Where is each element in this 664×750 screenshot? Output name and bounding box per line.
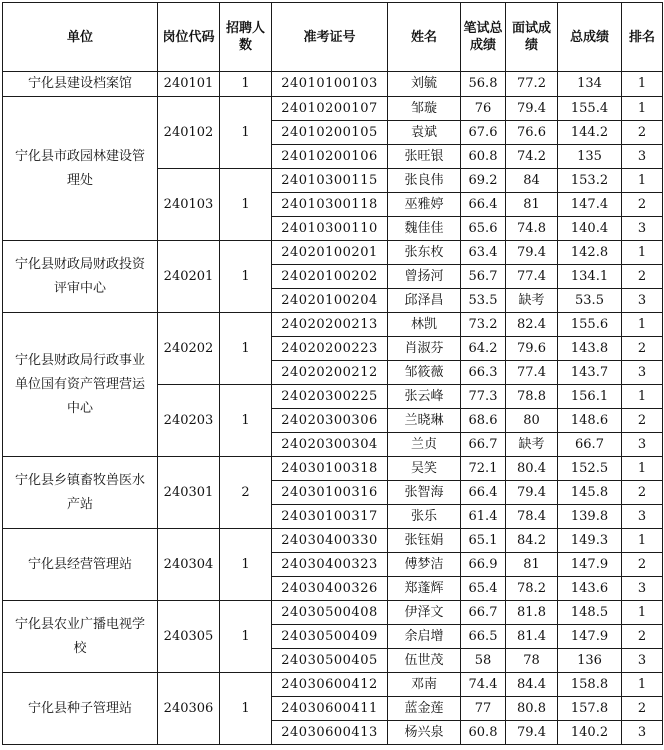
total-score: 156.1 — [558, 385, 622, 409]
written-score: 65.1 — [461, 529, 506, 553]
table-row — [3, 97, 663, 121]
header-interview-score: 面试成绩 — [506, 3, 558, 72]
written-score: 64.2 — [461, 337, 506, 361]
rank: 2 — [622, 697, 663, 721]
interview-score: 77.2 — [506, 72, 558, 97]
written-score: 67.6 — [461, 121, 506, 145]
exam-id: 24020300304 — [272, 433, 388, 457]
interview-score: 78.2 — [506, 577, 558, 601]
interview-score: 79.4 — [506, 97, 558, 121]
exam-id: 24030600411 — [272, 697, 388, 721]
exam-id: 24030500408 — [272, 601, 388, 625]
written-score: 66.4 — [461, 193, 506, 217]
exam-id: 24030500405 — [272, 649, 388, 673]
post-code: 240301 — [158, 457, 220, 529]
interview-score: 79.6 — [506, 337, 558, 361]
candidate-name: 余启增 — [388, 625, 461, 649]
written-score: 76 — [461, 97, 506, 121]
exam-id: 24030600412 — [272, 673, 388, 697]
rank: 1 — [622, 529, 663, 553]
written-score: 66.3 — [461, 361, 506, 385]
rank: 1 — [622, 97, 663, 121]
total-score: 147.4 — [558, 193, 622, 217]
exam-id: 24030100317 — [272, 505, 388, 529]
exam-id: 24020100202 — [272, 265, 388, 289]
header-unit: 单位 — [3, 3, 158, 72]
recruit-count: 1 — [220, 72, 272, 97]
rank: 2 — [622, 193, 663, 217]
interview-score: 77.4 — [506, 265, 558, 289]
written-score: 58 — [461, 649, 506, 673]
written-score: 74.4 — [461, 673, 506, 697]
rank: 3 — [622, 721, 663, 745]
interview-score: 74.2 — [506, 145, 558, 169]
header-recruit-count: 招聘人数 — [220, 3, 272, 72]
written-score: 65.4 — [461, 577, 506, 601]
exam-id: 24010100103 — [272, 72, 388, 97]
table-row — [3, 241, 663, 265]
exam-id: 24020200223 — [272, 337, 388, 361]
interview-score: 78.4 — [506, 505, 558, 529]
written-score: 72.1 — [461, 457, 506, 481]
interview-score: 缺考 — [506, 433, 558, 457]
header-exam-id: 准考证号 — [272, 3, 388, 72]
candidate-name: 兰贞 — [388, 433, 461, 457]
written-score: 66.7 — [461, 433, 506, 457]
exam-id: 24030400330 — [272, 529, 388, 553]
exam-id: 24020100201 — [272, 241, 388, 265]
total-score: 66.7 — [558, 433, 622, 457]
written-score: 66.4 — [461, 481, 506, 505]
candidate-name: 张钰娟 — [388, 529, 461, 553]
candidate-name: 肖淑芬 — [388, 337, 461, 361]
total-score: 157.8 — [558, 697, 622, 721]
exam-id: 24010300110 — [272, 217, 388, 241]
rank: 3 — [622, 217, 663, 241]
rank: 1 — [622, 241, 663, 265]
candidate-name: 伊泽文 — [388, 601, 461, 625]
table-row — [3, 673, 663, 697]
total-score: 152.5 — [558, 457, 622, 481]
exam-id: 24030100318 — [272, 457, 388, 481]
total-score: 145.8 — [558, 481, 622, 505]
rank: 2 — [622, 337, 663, 361]
candidate-name: 林凯 — [388, 313, 461, 337]
unit-name: 宁化县乡镇畜牧兽医水产站 — [3, 457, 158, 529]
recruit-count: 1 — [220, 385, 272, 457]
recruit-count: 1 — [220, 241, 272, 313]
written-score: 68.6 — [461, 409, 506, 433]
candidate-name: 张智海 — [388, 481, 461, 505]
rank: 2 — [622, 553, 663, 577]
written-score: 73.2 — [461, 313, 506, 337]
post-code: 240201 — [158, 241, 220, 313]
interview-score: 84.2 — [506, 529, 558, 553]
exam-id: 24030400323 — [272, 553, 388, 577]
unit-name: 宁化县种子管理站 — [3, 673, 158, 745]
written-score: 61.4 — [461, 505, 506, 529]
post-code: 240306 — [158, 673, 220, 745]
total-score: 53.5 — [558, 289, 622, 313]
candidate-name: 张良伟 — [388, 169, 461, 193]
written-score: 53.5 — [461, 289, 506, 313]
written-score: 56.8 — [461, 72, 506, 97]
exam-id: 24020300225 — [272, 385, 388, 409]
candidate-name: 杨兴泉 — [388, 721, 461, 745]
exam-id: 24010200106 — [272, 145, 388, 169]
rank: 3 — [622, 361, 663, 385]
total-score: 155.4 — [558, 97, 622, 121]
total-score: 136 — [558, 649, 622, 673]
total-score: 140.2 — [558, 721, 622, 745]
candidate-name: 曾扬河 — [388, 265, 461, 289]
recruit-count: 1 — [220, 673, 272, 745]
recruit-count: 1 — [220, 169, 272, 241]
total-score: 139.8 — [558, 505, 622, 529]
post-code: 240203 — [158, 385, 220, 457]
exam-id: 24030100316 — [272, 481, 388, 505]
interview-score: 84.4 — [506, 673, 558, 697]
recruit-count: 1 — [220, 601, 272, 673]
table-row — [3, 529, 663, 553]
header-total-score: 总成绩 — [558, 3, 622, 72]
interview-score: 78.8 — [506, 385, 558, 409]
post-code: 240103 — [158, 169, 220, 241]
total-score: 153.2 — [558, 169, 622, 193]
total-score: 147.9 — [558, 553, 622, 577]
unit-name: 宁化县经营管理站 — [3, 529, 158, 601]
rank: 3 — [622, 505, 663, 529]
unit-name: 宁化县市政园林建设管理处 — [3, 97, 158, 241]
interview-score: 79.4 — [506, 241, 558, 265]
candidate-name: 邹筱薇 — [388, 361, 461, 385]
total-score: 135 — [558, 145, 622, 169]
interview-score: 80.4 — [506, 457, 558, 481]
interview-score: 84 — [506, 169, 558, 193]
exam-id: 24020100204 — [272, 289, 388, 313]
total-score: 140.4 — [558, 217, 622, 241]
candidate-name: 刘毓 — [388, 72, 461, 97]
written-score: 56.7 — [461, 265, 506, 289]
candidate-name: 张东枚 — [388, 241, 461, 265]
written-score: 77 — [461, 697, 506, 721]
rank: 2 — [622, 625, 663, 649]
total-score: 147.9 — [558, 625, 622, 649]
table-row — [3, 601, 663, 625]
total-score: 134.1 — [558, 265, 622, 289]
rank: 3 — [622, 433, 663, 457]
written-score: 60.8 — [461, 721, 506, 745]
candidate-name: 伍世茂 — [388, 649, 461, 673]
recruit-count: 1 — [220, 529, 272, 601]
total-score: 143.7 — [558, 361, 622, 385]
unit-name: 宁化县农业广播电视学校 — [3, 601, 158, 673]
exam-id: 24020200213 — [272, 313, 388, 337]
exam-id: 24030400326 — [272, 577, 388, 601]
written-score: 60.8 — [461, 145, 506, 169]
total-score: 143.6 — [558, 577, 622, 601]
rank: 3 — [622, 577, 663, 601]
written-score: 77.3 — [461, 385, 506, 409]
rank: 1 — [622, 673, 663, 697]
rank: 1 — [622, 313, 663, 337]
exam-id: 24010200105 — [272, 121, 388, 145]
table-row — [3, 457, 663, 481]
written-score: 65.6 — [461, 217, 506, 241]
rank: 3 — [622, 145, 663, 169]
recruit-count: 1 — [220, 313, 272, 385]
rank: 2 — [622, 121, 663, 145]
interview-score: 74.8 — [506, 217, 558, 241]
total-score: 134 — [558, 72, 622, 97]
exam-id: 24030500409 — [272, 625, 388, 649]
unit-name: 宁化县财政局财政投资评审中心 — [3, 241, 158, 313]
exam-id: 24010300115 — [272, 169, 388, 193]
post-code: 240304 — [158, 529, 220, 601]
candidate-name: 魏佳佳 — [388, 217, 461, 241]
table-row — [3, 313, 663, 337]
rank: 1 — [622, 457, 663, 481]
interview-score: 80.8 — [506, 697, 558, 721]
candidate-name: 巫雅婷 — [388, 193, 461, 217]
exam-id: 24020300306 — [272, 409, 388, 433]
rank: 3 — [622, 289, 663, 313]
header-row — [3, 3, 663, 72]
written-score: 66.7 — [461, 601, 506, 625]
total-score: 148.6 — [558, 409, 622, 433]
candidate-name: 蓝金莲 — [388, 697, 461, 721]
interview-score: 81.8 — [506, 601, 558, 625]
candidate-name: 郑蓬辉 — [388, 577, 461, 601]
header-written-score: 笔试总成绩 — [461, 3, 506, 72]
candidate-name: 袁斌 — [388, 121, 461, 145]
results-table — [2, 2, 663, 745]
recruit-count: 1 — [220, 97, 272, 169]
post-code: 240101 — [158, 72, 220, 97]
exam-id: 24010200107 — [272, 97, 388, 121]
post-code: 240102 — [158, 97, 220, 169]
post-code: 240202 — [158, 313, 220, 385]
interview-score: 82.4 — [506, 313, 558, 337]
exam-id: 24010300118 — [272, 193, 388, 217]
interview-score: 79.4 — [506, 481, 558, 505]
recruit-count: 2 — [220, 457, 272, 529]
interview-score: 76.6 — [506, 121, 558, 145]
total-score: 142.8 — [558, 241, 622, 265]
rank: 3 — [622, 649, 663, 673]
candidate-name: 张旺银 — [388, 145, 461, 169]
candidate-name: 吴笑 — [388, 457, 461, 481]
header-post-code: 岗位代码 — [158, 3, 220, 72]
candidate-name: 邓南 — [388, 673, 461, 697]
candidate-name: 张云峰 — [388, 385, 461, 409]
written-score: 63.4 — [461, 241, 506, 265]
unit-name: 宁化县财政局行政事业单位国有资产管理营运中心 — [3, 313, 158, 457]
rank: 1 — [622, 385, 663, 409]
candidate-name: 邱泽昌 — [388, 289, 461, 313]
rank: 1 — [622, 601, 663, 625]
rank: 2 — [622, 481, 663, 505]
candidate-name: 张乐 — [388, 505, 461, 529]
total-score: 144.2 — [558, 121, 622, 145]
interview-score: 81.4 — [506, 625, 558, 649]
interview-score: 80 — [506, 409, 558, 433]
candidate-name: 兰晓琳 — [388, 409, 461, 433]
interview-score: 81 — [506, 553, 558, 577]
written-score: 66.5 — [461, 625, 506, 649]
rank: 2 — [622, 265, 663, 289]
header-name: 姓名 — [388, 3, 461, 72]
total-score: 149.3 — [558, 529, 622, 553]
interview-score: 78 — [506, 649, 558, 673]
post-code: 240305 — [158, 601, 220, 673]
header-rank: 排名 — [622, 3, 663, 72]
unit-name: 宁化县建设档案馆 — [3, 72, 158, 97]
rank: 1 — [622, 169, 663, 193]
interview-score: 79.4 — [506, 721, 558, 745]
interview-score: 77.4 — [506, 361, 558, 385]
interview-score: 81 — [506, 193, 558, 217]
candidate-name: 傅梦洁 — [388, 553, 461, 577]
total-score: 143.8 — [558, 337, 622, 361]
written-score: 69.2 — [461, 169, 506, 193]
interview-score: 缺考 — [506, 289, 558, 313]
total-score: 148.5 — [558, 601, 622, 625]
rank: 2 — [622, 409, 663, 433]
table-row — [3, 72, 663, 97]
candidate-name: 邹璇 — [388, 97, 461, 121]
total-score: 158.8 — [558, 673, 622, 697]
exam-id: 24020200212 — [272, 361, 388, 385]
exam-id: 24030600413 — [272, 721, 388, 745]
rank: 1 — [622, 72, 663, 97]
total-score: 155.6 — [558, 313, 622, 337]
written-score: 66.9 — [461, 553, 506, 577]
